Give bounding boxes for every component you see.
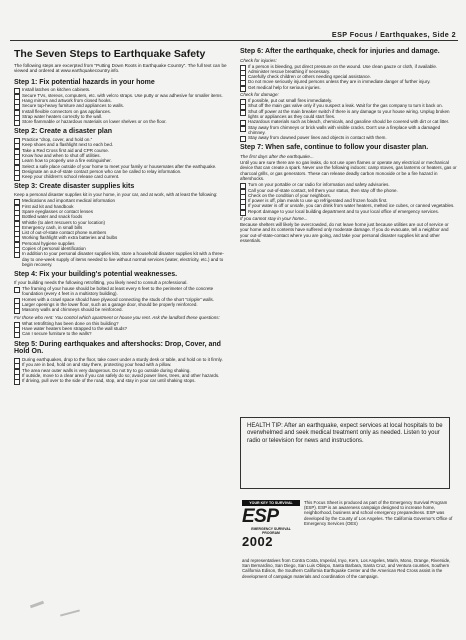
checklist-item-text: List of out-of-state contact phone numbers bbox=[22, 230, 107, 236]
checklist-item-text: Copies of personal identification bbox=[22, 246, 86, 252]
checklist-item-text: If power is off, plan meals to use up refrigerated and frozen foods first. bbox=[248, 198, 388, 204]
checklist-item-text: Shut off power at the main breaker switch if there is any damage to your house wiring. Unplug broken lights or appliances as they could start fires. bbox=[248, 108, 450, 119]
checklist-item-text: Medications and important medical information bbox=[22, 198, 116, 204]
checklist-item bbox=[240, 135, 458, 140]
checkbox-icon bbox=[240, 126, 246, 132]
checklist-item-text: Take a Red Cross first aid and CPR course. bbox=[22, 147, 110, 153]
checklist-item-text: Know how and when to shut off utilities. bbox=[22, 152, 101, 158]
checklist-item-text: If your water is off or unsafe, you can drink from water heaters, melted ice cubes, or canned vegetables. bbox=[248, 203, 455, 209]
checklist-item bbox=[240, 109, 458, 120]
page-header: ESP Focus / Earthquakes, Side 2 bbox=[331, 30, 456, 39]
checklist-item-text: Working flashlight with extra batteries and bulbs bbox=[22, 235, 118, 241]
checkbox-icon bbox=[240, 86, 246, 92]
scan-smudge bbox=[30, 601, 44, 609]
checklist-item bbox=[240, 85, 458, 90]
step5-heading: Step 5: During earthquakes and aftershocks: Drop, Cover, and Hold On. bbox=[14, 340, 221, 356]
step4-text: If your building needs the following retrofitting, you likely need to consult a professional. bbox=[14, 279, 188, 285]
checklist-item-text: Do not move seriously injured persons unless they are in immediate danger of further injury. bbox=[248, 79, 431, 85]
checkbox-icon bbox=[14, 252, 20, 258]
step7-text: Until you are sure there are no gas leaks, do not use open flames or operate any electrical or mechanical device that can create a spark. Never use the following indoors: camp stoves, gas lanterns or heaters, gas or charcoal grills, or gas generators. These can release deadly carbon monoxide or be a fire hazard in aftershocks. bbox=[240, 160, 457, 181]
step2-heading: Step 2: Create a disaster plan bbox=[14, 128, 113, 136]
step2-list bbox=[14, 137, 228, 179]
checklist-item-text: Shut off the main gas valve only if you suspect a leak. Wait for the gas company to turn it back on. bbox=[248, 103, 443, 109]
checklist-item-text: Carefully check children or others needing special assistance. bbox=[248, 74, 372, 80]
step3-heading: Step 3: Create disaster supplies kits bbox=[14, 183, 135, 191]
left-column bbox=[14, 48, 228, 385]
injuries-label: Check for injuries: bbox=[240, 57, 277, 63]
checklist-item bbox=[14, 378, 228, 383]
fact-sheet-text: This Focus Sheet is produced as part of the Emergency Survival Program (ESP). ESP is an awareness campaign designed to increase home, neighborhood, business and school emergency preparedness. ESP was developed by the County of Los Angeles. The California Governor's Office of Emergency Services (OES) bbox=[304, 500, 453, 526]
checklist-item-text: What retrofitting has been done on this building? bbox=[22, 320, 119, 326]
checklist-item-text: Personal hygiene supplies bbox=[22, 240, 75, 246]
step7-list bbox=[240, 182, 458, 214]
checklist-item-text: Stay away from downed power lines and objects in contact with them. bbox=[248, 135, 387, 141]
checklist-item bbox=[14, 119, 228, 124]
header-rule bbox=[10, 40, 458, 41]
checklist-item bbox=[14, 174, 228, 179]
step3-text: Keep a personal disaster supplies kit in your home, in your car, and at work, with at least the following: bbox=[14, 192, 218, 198]
checklist-item-text: Check on the condition of your neighbors. bbox=[248, 192, 332, 198]
logo-year: 2002 bbox=[242, 534, 273, 549]
checklist-item-text: Strap water heaters correctly to the wall. bbox=[22, 113, 103, 119]
checkbox-icon bbox=[240, 210, 246, 216]
checklist-item-text: Keep your children's school release card current. bbox=[22, 174, 120, 180]
checklist-item-text: If outside, move to a clear area if you can safely do so; avoid power lines, trees, and other hazards. bbox=[22, 372, 220, 378]
checkbox-icon bbox=[14, 332, 20, 338]
step1-heading: Step 1: Fix potential hazards in your home bbox=[14, 78, 155, 86]
first-days-label: The first days after the earthquake... bbox=[240, 154, 314, 160]
checklist-item-text: Install flexible connectors on gas appliances. bbox=[22, 108, 112, 114]
intro-text: The following steps are excerpted from "Putting Down Roots in Earthquake Country". The full text can be viewed and ordered at www.earthquakecountry.info. bbox=[14, 63, 227, 74]
checklist-item-text: Select a safe place outside of your home to meet your family or housemates after the earthquake. bbox=[22, 163, 217, 169]
damage-list bbox=[240, 98, 458, 140]
health-tip-box: HEALTH TIP: After an earthquake, expect services at local hospitals to be overwhelmed and seek medical treatment only as needed. Listen to your radio or television for news and instructions. bbox=[240, 417, 450, 489]
logo-program: EMERGENCY SURVIVAL PROGRAM bbox=[251, 527, 291, 535]
checklist-item-text: Bottled water and snack foods bbox=[22, 214, 83, 220]
step5-list bbox=[14, 357, 228, 383]
checklist-item-text: Hang mirrors and artwork from closed hooks. bbox=[22, 98, 112, 103]
injuries-list bbox=[240, 64, 458, 90]
checklist-item-text: Spare eyeglasses or contact lenses bbox=[22, 208, 94, 214]
step3-list bbox=[14, 198, 228, 267]
checklist-item bbox=[240, 125, 458, 136]
document-title: The Seven Steps to Earthquake Safety bbox=[14, 48, 206, 60]
checklist-item bbox=[14, 286, 228, 297]
checklist-item-text: Store flammable or hazardous materials on lower shelves or on the floor. bbox=[22, 119, 167, 125]
checklist-item bbox=[14, 331, 228, 336]
checklist-item-text: Can I secure furniture to the walls? bbox=[22, 331, 92, 337]
checkbox-icon bbox=[240, 110, 246, 116]
renters-list bbox=[14, 321, 228, 337]
checklist-item-text: Install latches on kitchen cabinets. bbox=[22, 87, 91, 93]
checklist-item-text: Emergency cash, in small bills bbox=[22, 224, 83, 230]
checklist-item-text: Have water heaters been strapped to the wall studs? bbox=[22, 326, 128, 332]
checklist-item-text: During earthquakes, drop to the floor, take cover under a sturdy desk or table, and hold on to it firmly. bbox=[22, 356, 223, 362]
fact-sheet-continued: and representatives from Contra Costa, Imperial, Inyo, Kern, Los Angeles, Marin, Mono, Orange, Riverside, San Bernardino, San Diego, San Luis Obispo, Santa Barbara, Santa Cruz, and Ventura counties, Southern California Edison, the Southern California Earthquake Center and the American Red Cross assist in the development of campaign materials and coordination of the campaign. bbox=[242, 558, 451, 579]
checklist-item-text: Practice "drop, cover, and hold on." bbox=[22, 137, 93, 143]
checklist-item-text: The framing of your house should be bolted at least every 6 feet to the perimeter of the concrete foundation (every 4 feet in a multistory building). bbox=[22, 286, 214, 297]
checkbox-icon bbox=[14, 175, 20, 181]
checkbox-icon bbox=[14, 120, 20, 126]
checklist-item-text: Homes with a crawl space should have plywood connecting the studs of the short "cripple" walls. bbox=[22, 296, 215, 302]
checklist-item-text: Designate an out-of-state contact person who can be called to relay information. bbox=[22, 168, 182, 174]
stay-text: Because shelters will likely be overcrowded, do not leave home just because utilities are out of service or your home and its contents have suffered only moderate damage. If you do evacuate, tell a neighbor and your out-of-state-contact where you are going, and take your personal disaster supplies kit and other essentials. bbox=[240, 222, 449, 243]
checklist-item-text: Keep shoes and a flashlight next to each bed. bbox=[22, 142, 114, 148]
checklist-item-text: Masonry walls and chimneys should be reinforced. bbox=[22, 307, 123, 313]
checkbox-icon bbox=[240, 136, 246, 142]
checkbox-icon bbox=[14, 287, 20, 293]
checklist-item-text: Hazardous materials such as bleach, chemicals, and gasoline should be covered with dirt or cat litter. bbox=[248, 119, 450, 125]
checklist-item-text: Whistle (to alert rescuers to your location) bbox=[22, 219, 106, 225]
checklist-item-text: If a person is bleeding, put direct pressure on the wound. Use clean gauze or cloth, if available. bbox=[248, 63, 438, 69]
checklist-item bbox=[14, 307, 228, 312]
checklist-item-text: If possible, put out small fires immediately. bbox=[248, 98, 333, 104]
checklist-item-text: First aid kit and handbook bbox=[22, 203, 74, 209]
checklist-item-text: Larger openings in the lower floor, such as a garage door, should be properly reinforced. bbox=[22, 301, 198, 307]
checklist-item-text: If you are in bed, hold on and stay there, protecting your head with a pillow. bbox=[22, 362, 172, 368]
checklist-item-text: The area near outer walls is very dangerous. Do not try to go outside during shaking. bbox=[22, 367, 191, 373]
checklist-item bbox=[14, 251, 228, 267]
checkbox-icon bbox=[14, 379, 20, 385]
step4-list bbox=[14, 286, 228, 312]
logo-tagline: YOUR KEY TO SURVIVAL bbox=[242, 500, 300, 506]
esp-logo bbox=[242, 500, 300, 556]
step6-heading: Step 6: After the earthquake, check for injuries and damage. bbox=[240, 48, 440, 55]
checklist-item-text: Get medical help for serious injuries. bbox=[248, 84, 321, 90]
checklist-item-text: Turn on your portable or car radio for information and safety advisories. bbox=[248, 182, 390, 188]
logo-esp-text: ESP bbox=[242, 506, 279, 527]
step1-list bbox=[14, 87, 228, 124]
checklist-item-text: Learn how to properly use a fire extinguisher. bbox=[22, 158, 112, 164]
checklist-item-text: Administer rescue breathing if necessary. bbox=[248, 68, 331, 74]
checklist-item-text: In addition to your personal disaster supplies kits, store a household disaster supplies kit with a three-day to one-week supply of items needed to live without normal services (water, electricity, etc.) and to begin recovery. bbox=[22, 251, 224, 267]
step7-heading: Step 7: When safe, continue to follow your disaster plan. bbox=[240, 144, 429, 152]
checklist-item-text: Report damage to your local building department and to your local office of emergency services. bbox=[248, 208, 440, 214]
stay-label: If you cannot stay in your home... bbox=[240, 216, 308, 222]
checklist-item-text: If driving, pull over to the side of the road, stop, and stay in your car until shaking stops. bbox=[22, 378, 196, 384]
damage-label: Check for damage: bbox=[240, 92, 279, 98]
checklist-item-text: Stay away from chimneys or brick walls with visible cracks. Don't use a fireplace with a damaged chimney. bbox=[248, 124, 441, 135]
renters-note: For those who rent: You control which apartment or house you rent. Ask the landlord these questions: bbox=[14, 314, 220, 320]
checkbox-icon bbox=[14, 308, 20, 314]
checklist-item-text: Secure TVs, stereos, computers, etc. with velcro straps. Use putty or wax adhesive for smaller items. bbox=[22, 92, 223, 98]
checklist-item bbox=[240, 209, 458, 214]
checklist-item-text: Call your out-of-state contact, tell them your status, then stay off the phone. bbox=[248, 187, 398, 193]
step4-heading: Step 4: Fix your building's potential weaknesses. bbox=[14, 271, 178, 279]
right-column bbox=[240, 48, 458, 244]
scan-smudge bbox=[60, 609, 80, 616]
checklist-item-text: Secure top-heavy furniture and appliances to walls. bbox=[22, 103, 125, 109]
